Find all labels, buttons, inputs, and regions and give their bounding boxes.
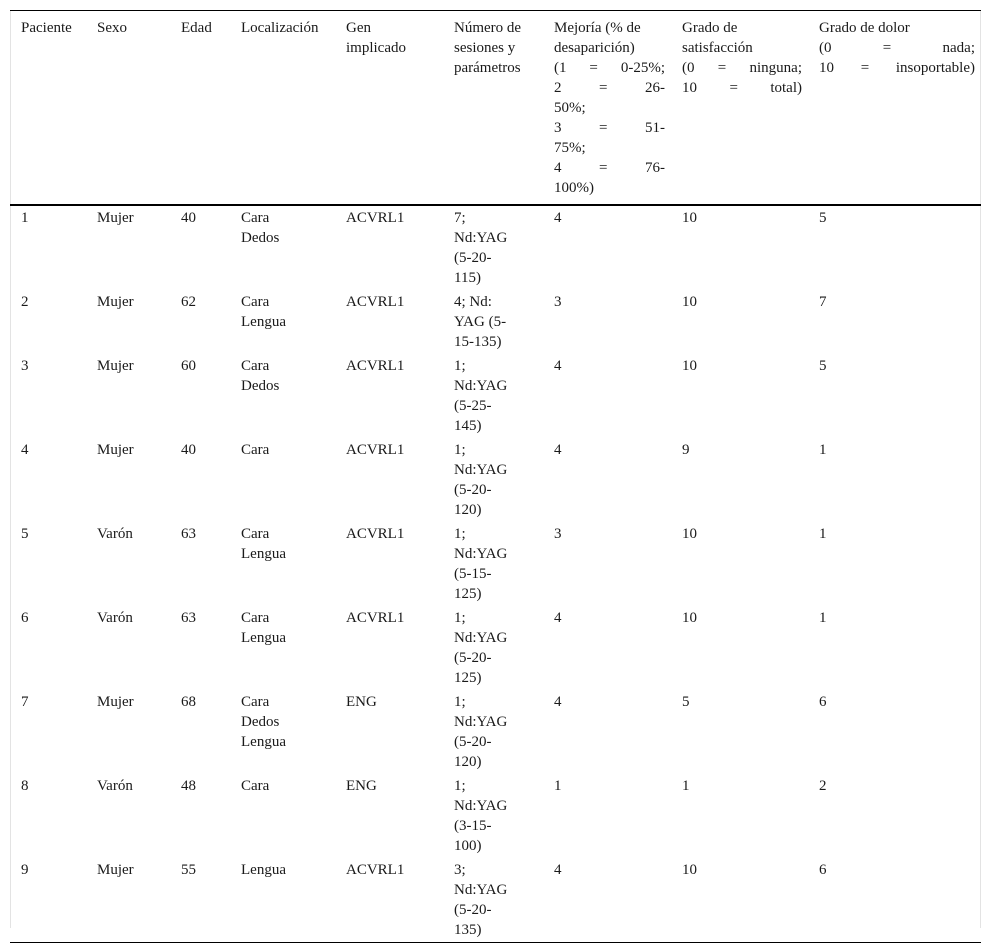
- cell-sesiones-line: (5-20-: [454, 650, 492, 666]
- header-row: [10, 11, 981, 206]
- cell-sesiones-line: 1;: [454, 358, 466, 374]
- cell-sesiones-line: (5-20-: [454, 250, 492, 266]
- cell-sexo: Varón: [97, 526, 133, 542]
- table-header: [10, 11, 981, 206]
- cell-sesiones-line: 15-135): [454, 334, 502, 350]
- cell-sesiones: [443, 690, 543, 774]
- cell-localizacion-line: Lengua: [241, 734, 286, 750]
- cell-sexo: Mujer: [97, 862, 134, 878]
- cell-dolor: 1: [819, 526, 827, 542]
- header-satisfaccion-line: Grado de: [682, 20, 738, 36]
- cell-paciente: 5: [21, 526, 29, 542]
- cell-localizacion-line: Lengua: [241, 314, 286, 330]
- cell-sesiones-line: Nd:YAG: [454, 798, 508, 814]
- cell-paciente: 9: [21, 862, 29, 878]
- cell-mejoria: 4: [554, 694, 562, 710]
- header-paciente-line: Paciente: [21, 20, 72, 36]
- cell-paciente: 6: [21, 610, 29, 626]
- header-paciente: [10, 11, 86, 206]
- cell-localizacion-line: Cara: [241, 294, 270, 310]
- cell-paciente: 4: [21, 442, 29, 458]
- cell-paciente: 2: [21, 294, 29, 310]
- cell-sesiones-line: 3;: [454, 862, 466, 878]
- cell-edad: 60: [181, 358, 196, 374]
- cell-dolor: 7: [819, 294, 827, 310]
- header-sesiones-line: sesiones y: [454, 40, 516, 56]
- cell-sexo: Varón: [97, 778, 133, 794]
- header-dolor-line: 10 = insoportable): [819, 60, 975, 76]
- cell-sexo: Mujer: [97, 210, 134, 226]
- cell-mejoria: 3: [554, 526, 562, 542]
- cell-localizacion: [230, 774, 335, 858]
- header-sexo-line: Sexo: [97, 20, 127, 36]
- table-row: [10, 690, 981, 774]
- header-sexo: [86, 11, 170, 206]
- cell-localizacion-line: Cara: [241, 694, 270, 710]
- table-row: [10, 290, 981, 354]
- header-localizacion-line: Localización: [241, 20, 319, 36]
- cell-gen: ACVRL1: [346, 610, 405, 626]
- table-row: [10, 774, 981, 858]
- cell-sesiones-line: 135): [454, 922, 482, 938]
- cell-gen: ACVRL1: [346, 358, 405, 374]
- cell-localizacion: [230, 606, 335, 690]
- cell-sesiones: [443, 205, 543, 290]
- cell-localizacion-line: Cara: [241, 778, 270, 794]
- cell-localizacion: [230, 690, 335, 774]
- cell-sesiones-line: 1;: [454, 610, 466, 626]
- cell-sesiones-line: 1;: [454, 526, 466, 542]
- cell-gen: ACVRL1: [346, 862, 405, 878]
- cell-mejoria: 4: [554, 210, 562, 226]
- cell-sesiones: [443, 438, 543, 522]
- cell-sesiones: [443, 522, 543, 606]
- cell-sesiones-line: 125): [454, 586, 482, 602]
- cell-sesiones-line: (5-20-: [454, 902, 492, 918]
- cell-sesiones: [443, 354, 543, 438]
- cell-paciente: 8: [21, 778, 29, 794]
- cell-satisfaccion: 10: [682, 294, 697, 310]
- cell-edad: 40: [181, 210, 196, 226]
- header-gen-line: implicado: [346, 40, 406, 56]
- cell-mejoria: 4: [554, 442, 562, 458]
- cell-localizacion-line: Lengua: [241, 862, 286, 878]
- cell-gen: ACVRL1: [346, 210, 405, 226]
- header-mejoria-line: Mejoría (% de: [554, 20, 641, 36]
- cell-sesiones-line: Nd:YAG: [454, 546, 508, 562]
- cell-sesiones-line: 1;: [454, 694, 466, 710]
- cell-sesiones-line: Nd:YAG: [454, 462, 508, 478]
- cell-edad: 62: [181, 294, 196, 310]
- header-mejoria-line: 100%): [554, 180, 594, 196]
- header-dolor: [808, 11, 981, 206]
- cell-sesiones: [443, 774, 543, 858]
- header-sesiones: [443, 11, 543, 206]
- table-row: [10, 522, 981, 606]
- cell-mejoria: 1: [554, 778, 562, 794]
- cell-localizacion-line: Lengua: [241, 630, 286, 646]
- cell-localizacion: [230, 522, 335, 606]
- cell-sexo: Varón: [97, 610, 133, 626]
- cell-sesiones-line: YAG (5-: [454, 314, 507, 330]
- cell-satisfaccion: 10: [682, 358, 697, 374]
- cell-mejoria: 4: [554, 862, 562, 878]
- header-dolor-line: Grado de dolor: [819, 20, 910, 36]
- cell-sesiones-line: (5-20-: [454, 734, 492, 750]
- cell-sesiones-line: (3-15-: [454, 818, 492, 834]
- cell-localizacion-line: Cara: [241, 210, 270, 226]
- table-row: [10, 205, 981, 290]
- header-mejoria-line: 50%;: [554, 100, 586, 116]
- table-row: [10, 354, 981, 438]
- cell-dolor: 5: [819, 210, 827, 226]
- cell-satisfaccion: 1: [682, 778, 690, 794]
- header-satisfaccion: [671, 11, 808, 206]
- cell-localizacion: [230, 205, 335, 290]
- cell-paciente: 7: [21, 694, 29, 710]
- header-gen: [335, 11, 443, 206]
- cell-edad: 68: [181, 694, 196, 710]
- cell-edad: 55: [181, 862, 196, 878]
- cell-localizacion-line: Cara: [241, 610, 270, 626]
- header-satisfaccion-line: satisfacción: [682, 40, 753, 56]
- cell-edad: 48: [181, 778, 196, 794]
- cell-edad: 63: [181, 610, 196, 626]
- cell-localizacion-line: Cara: [241, 442, 270, 458]
- cell-sesiones-line: 145): [454, 418, 482, 434]
- cell-sesiones-line: 1;: [454, 442, 466, 458]
- cell-sesiones-line: 120): [454, 502, 482, 518]
- cell-sexo: Mujer: [97, 358, 134, 374]
- header-edad-line: Edad: [181, 20, 212, 36]
- cell-satisfaccion: 10: [682, 526, 697, 542]
- cell-localizacion: [230, 858, 335, 943]
- table-row: [10, 858, 981, 943]
- header-mejoria-line: (1 = 0-25%;: [554, 60, 665, 76]
- header-edad: [170, 11, 230, 206]
- cell-sesiones-line: Nd:YAG: [454, 378, 508, 394]
- cell-dolor: 6: [819, 862, 827, 878]
- header-dolor-line: (0 = nada;: [819, 40, 975, 56]
- cell-localizacion-line: Dedos: [241, 714, 280, 730]
- cell-sesiones: [443, 290, 543, 354]
- cell-satisfaccion: 10: [682, 862, 697, 878]
- cell-sesiones-line: 115): [454, 270, 481, 286]
- cell-mejoria: 4: [554, 358, 562, 374]
- header-satisfaccion-line: (0 = ninguna;: [682, 60, 802, 76]
- header-mejoria-line: 3 = 51-: [554, 120, 665, 136]
- cell-sesiones-line: Nd:YAG: [454, 230, 508, 246]
- cell-sesiones-line: 4; Nd:: [454, 294, 492, 310]
- cell-gen: ACVRL1: [346, 526, 405, 542]
- cell-localizacion-line: Cara: [241, 526, 270, 542]
- cell-localizacion: [230, 354, 335, 438]
- cell-localizacion: [230, 290, 335, 354]
- header-mejoria-line: 75%;: [554, 140, 586, 156]
- patients-table: [10, 10, 981, 943]
- header-mejoria-line: desaparición): [554, 40, 635, 56]
- table-row: [10, 606, 981, 690]
- cell-gen: ENG: [346, 694, 377, 710]
- cell-sexo: Mujer: [97, 442, 134, 458]
- cell-sesiones: [443, 858, 543, 943]
- cell-localizacion-line: Dedos: [241, 230, 280, 246]
- cell-localizacion-line: Cara: [241, 358, 270, 374]
- cell-sesiones-line: Nd:YAG: [454, 714, 508, 730]
- cell-sesiones-line: 120): [454, 754, 482, 770]
- cell-sesiones-line: 1;: [454, 778, 466, 794]
- cell-dolor: 2: [819, 778, 827, 794]
- header-mejoria-line: 4 = 76-: [554, 160, 665, 176]
- cell-mejoria: 4: [554, 610, 562, 626]
- cell-gen: ACVRL1: [346, 442, 405, 458]
- cell-gen: ACVRL1: [346, 294, 405, 310]
- cell-mejoria: 3: [554, 294, 562, 310]
- cell-sexo: Mujer: [97, 694, 134, 710]
- cell-sesiones-line: 125): [454, 670, 482, 686]
- cell-satisfaccion: 10: [682, 610, 697, 626]
- cell-sesiones-line: 100): [454, 838, 482, 854]
- table-row: [10, 438, 981, 522]
- cell-satisfaccion: 9: [682, 442, 690, 458]
- cell-localizacion-line: Lengua: [241, 546, 286, 562]
- cell-satisfaccion: 10: [682, 210, 697, 226]
- header-mejoria: [543, 11, 671, 206]
- cell-sesiones-line: (5-25-: [454, 398, 492, 414]
- cell-sexo: Mujer: [97, 294, 134, 310]
- header-sesiones-line: parámetros: [454, 60, 521, 76]
- cell-edad: 63: [181, 526, 196, 542]
- cell-dolor: 6: [819, 694, 827, 710]
- cell-sesiones-line: Nd:YAG: [454, 630, 508, 646]
- header-mejoria-line: 2 = 26-: [554, 80, 665, 96]
- cell-sesiones: [443, 606, 543, 690]
- cell-paciente: 3: [21, 358, 29, 374]
- cell-sesiones-line: (5-15-: [454, 566, 492, 582]
- header-gen-line: Gen: [346, 20, 371, 36]
- cell-dolor: 1: [819, 610, 827, 626]
- header-sesiones-line: Número de: [454, 20, 522, 36]
- cell-satisfaccion: 5: [682, 694, 690, 710]
- cell-sesiones-line: 7;: [454, 210, 466, 226]
- header-satisfaccion-line: 10 = total): [682, 80, 802, 96]
- cell-sesiones-line: Nd:YAG: [454, 882, 508, 898]
- cell-dolor: 5: [819, 358, 827, 374]
- header-localizacion: [230, 11, 335, 206]
- cell-dolor: 1: [819, 442, 827, 458]
- cell-localizacion: [230, 438, 335, 522]
- cell-paciente: 1: [21, 210, 29, 226]
- table-body: [10, 205, 981, 943]
- cell-sesiones-line: (5-20-: [454, 482, 492, 498]
- cell-edad: 40: [181, 442, 196, 458]
- cell-gen: ENG: [346, 778, 377, 794]
- cell-localizacion-line: Dedos: [241, 378, 280, 394]
